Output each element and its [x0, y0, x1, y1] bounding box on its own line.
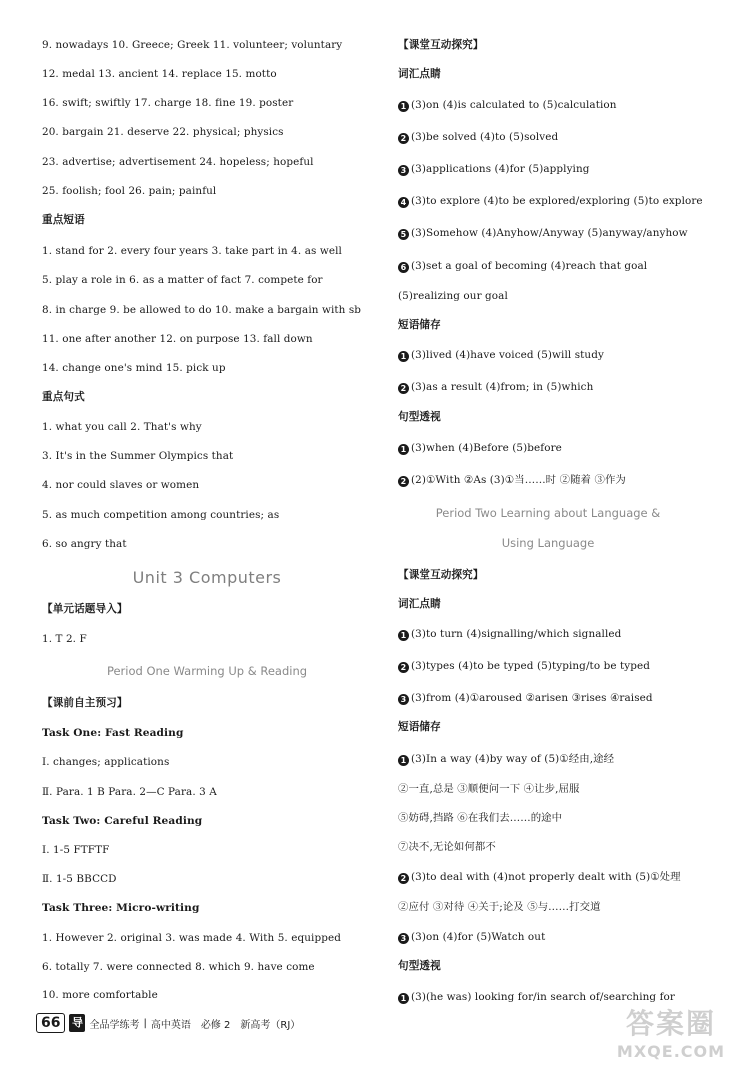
line-text: 词汇点睛 — [398, 598, 441, 610]
answer-line — [42, 96, 293, 110]
line-text: ②应付 ③对待 ④关于;论及 ⑤与……打交道 — [398, 901, 601, 913]
section-heading — [42, 213, 85, 227]
section-heading — [398, 38, 484, 52]
answer-line — [398, 811, 562, 825]
answer-line — [398, 990, 675, 1004]
line-text: 11. one after another 12. on purpose 13. fall down — [42, 333, 313, 345]
answer-line — [398, 348, 604, 362]
line-text: 【课堂互动探究】 — [398, 569, 484, 581]
answer-line — [42, 125, 284, 139]
line-text: (3)(he was) looking for/in search of/searching for — [411, 991, 675, 1003]
section-heading — [398, 959, 441, 973]
line-text: (3)on (4)is calculated to (5)calculation — [411, 99, 617, 111]
volume-name: 必修 2 — [200, 1019, 231, 1031]
answer-line — [398, 162, 590, 176]
answer-line — [42, 872, 117, 886]
line-text: 4. nor could slaves or women — [42, 479, 200, 491]
line-text: 12. medal 13. ancient 14. replace 15. motto — [42, 68, 277, 80]
line-text: (3)when (4)Before (5)before — [411, 442, 562, 454]
section-heading — [398, 318, 441, 332]
line-text: 1. stand for 2. every four years 3. take part in 4. as well — [42, 245, 342, 257]
line-text: Ⅰ. changes; applications — [42, 756, 170, 768]
answer-line — [42, 632, 87, 646]
answer-line — [398, 782, 579, 796]
period-two-title-line1: Period Two Learning about Language & — [435, 506, 661, 520]
answer-line — [42, 960, 315, 974]
section-heading — [42, 602, 128, 616]
answer-line — [398, 659, 650, 673]
line-text: 25. foolish; fool 26. pain; painful — [42, 185, 217, 197]
section-heading — [42, 390, 85, 404]
footer-divider: | — [143, 1017, 147, 1029]
line-text: Ⅰ. 1-5 FTFTF — [42, 844, 110, 856]
line-text: 10. more comfortable — [42, 989, 158, 1001]
line-text: Ⅱ. 1-5 BBCCD — [42, 873, 117, 885]
page-number: 66 — [36, 1013, 65, 1033]
line-text: 20. bargain 21. deserve 22. physical; physics — [42, 126, 284, 138]
answer-line — [398, 900, 601, 914]
answer-line — [42, 537, 127, 551]
line-text: 短语储存 — [398, 721, 441, 733]
guide-icon: 导 — [69, 1014, 85, 1032]
line-text: (3)to turn (4)signalling/which signalled — [411, 628, 622, 640]
answer-line — [42, 988, 158, 1002]
line-text: 1. However 2. original 3. was made 4. With 5. equipped — [42, 932, 341, 944]
line-text: Task One: Fast Reading — [42, 727, 184, 739]
item-number-badge: 1 — [398, 993, 409, 1004]
item-number-badge: 2 — [398, 133, 409, 144]
answer-line — [42, 67, 277, 81]
section-heading — [42, 726, 184, 740]
line-text: 词汇点睛 — [398, 68, 441, 80]
period-two-title-line2: Using Language — [501, 536, 595, 550]
watermark-bottom: MXQE.COM — [616, 1042, 726, 1061]
line-text: 16. swift; swiftly 17. charge 18. fine 19. poster — [42, 97, 294, 109]
item-number-badge: 3 — [398, 933, 409, 944]
item-number-badge: 1 — [398, 444, 409, 455]
answer-line — [42, 478, 199, 492]
item-number-badge: 3 — [398, 694, 409, 705]
section-heading — [398, 720, 441, 734]
answer-line — [42, 38, 342, 52]
item-number-badge: 5 — [398, 229, 409, 240]
item-number-badge: 6 — [398, 262, 409, 273]
line-text: (3)from (4)①aroused ②arisen ③rises ④raised — [411, 692, 653, 704]
answer-line — [42, 273, 323, 287]
period-one-title: Period One Warming Up & Reading — [106, 664, 308, 678]
line-text: 短语储存 — [398, 319, 441, 331]
line-text: 【单元话题导入】 — [42, 603, 128, 615]
answer-line — [42, 184, 216, 198]
answer-line — [398, 627, 621, 641]
item-number-badge: 2 — [398, 476, 409, 487]
item-number-badge: 2 — [398, 383, 409, 394]
line-text: (3)lived (4)have voiced (5)will study — [411, 349, 604, 361]
line-text: (2)①With ②As (3)①当……时 ②随着 ③作为 — [411, 474, 626, 486]
section-heading — [42, 901, 199, 915]
section-heading — [42, 696, 128, 710]
item-number-badge: 1 — [398, 351, 409, 362]
answer-line — [398, 752, 614, 766]
answer-line — [42, 332, 313, 346]
line-text: 3. It's in the Summer Olympics that — [42, 450, 234, 462]
line-text: (3)Somehow (4)Anyhow/Anyway (5)anyway/anyhow — [411, 227, 688, 239]
watermark-top: 答案圈 — [625, 1007, 716, 1040]
answer-line — [42, 755, 169, 769]
line-text: 5. play a role in 6. as a matter of fact 7. compete for — [42, 274, 323, 286]
line-text: Task Three: Micro-writing — [42, 902, 200, 914]
book-name: 全品学练考 — [89, 1019, 140, 1031]
answer-line — [42, 785, 217, 799]
line-text: (3)as a result (4)from; in (5)which — [411, 381, 594, 393]
line-text: (3)applications (4)for (5)applying — [411, 163, 590, 175]
watermark-logo — [596, 1006, 746, 1070]
line-text: 重点句式 — [42, 391, 85, 403]
line-text: 9. nowadays 10. Greece; Greek 11. volunteer; voluntary — [42, 39, 343, 51]
line-text: 6. so angry that — [42, 538, 127, 550]
item-number-badge: 2 — [398, 662, 409, 673]
line-text: 23. advertise; advertisement 24. hopeless; hopeful — [42, 156, 314, 168]
line-text: 1. what you call 2. That's why — [42, 421, 202, 433]
item-number-badge: 2 — [398, 873, 409, 884]
item-number-badge: 1 — [398, 101, 409, 112]
item-number-badge: 1 — [398, 755, 409, 766]
answer-line — [398, 226, 688, 240]
answer-line — [42, 420, 202, 434]
answer-line — [42, 843, 109, 857]
answer-line — [42, 931, 341, 945]
answer-line — [398, 194, 703, 208]
answer-line — [398, 870, 681, 884]
answer-line — [42, 508, 279, 522]
line-text: (3)set a goal of becoming (4)reach that goal — [411, 260, 648, 272]
item-number-badge: 4 — [398, 197, 409, 208]
answer-line — [42, 155, 314, 169]
page-footer — [36, 1012, 300, 1034]
section-heading — [398, 67, 441, 81]
line-text: ⑤妨碍,挡路 ⑥在我们去……的途中 — [398, 812, 563, 824]
answer-line — [398, 840, 496, 854]
section-heading — [42, 814, 202, 828]
line-text: (5)realizing our goal — [398, 290, 508, 302]
line-text: (3)on (4)for (5)Watch out — [411, 931, 546, 943]
line-text: Task Two: Careful Reading — [42, 815, 203, 827]
line-text: 句型透视 — [398, 411, 441, 423]
line-text: 14. change one's mind 15. pick up — [42, 362, 226, 374]
section-heading — [398, 410, 441, 424]
edition-name: 新高考（RJ） — [240, 1019, 301, 1031]
line-text: 句型透视 — [398, 960, 441, 972]
item-number-badge: 1 — [398, 630, 409, 641]
line-text: Ⅱ. Para. 1 B Para. 2—C Para. 3 A — [42, 786, 217, 798]
line-text: (3)types (4)to be typed (5)typing/to be typed — [411, 660, 650, 672]
unit-title: Unit 3 Computers — [132, 568, 282, 587]
line-text: (3)to deal with (4)not properly dealt with (5)①处理 — [411, 871, 681, 883]
line-text: (3)to explore (4)to be explored/exploring (5)to explore — [411, 195, 703, 207]
line-text: 【课前自主预习】 — [42, 697, 128, 709]
line-text: ②一直,总是 ③顺便问一下 ④让步,屈服 — [398, 783, 580, 795]
line-text: 5. as much competition among countries; as — [42, 509, 280, 521]
answer-line — [398, 130, 558, 144]
answer-line — [398, 380, 593, 394]
line-text: 【课堂互动探究】 — [398, 39, 484, 51]
answer-line — [398, 441, 562, 455]
answer-line — [398, 930, 545, 944]
answer-line — [42, 244, 342, 258]
line-text: 8. in charge 9. be allowed to do 10. make a bargain with sb — [42, 304, 362, 316]
line-text: 重点短语 — [42, 214, 85, 226]
line-text: (3)In a way (4)by way of (5)①经由,途经 — [411, 753, 615, 765]
subject-name: 高中英语 — [150, 1019, 191, 1031]
line-text: (3)be solved (4)to (5)solved — [411, 131, 559, 143]
line-text: 6. totally 7. were connected 8. which 9. have come — [42, 961, 315, 973]
answer-line — [398, 289, 508, 303]
answer-line — [42, 303, 361, 317]
section-heading — [398, 568, 484, 582]
answer-line — [42, 449, 233, 463]
section-heading — [398, 597, 441, 611]
line-text: 1. T 2. F — [42, 633, 87, 645]
answer-line — [42, 361, 226, 375]
answer-line — [398, 691, 653, 705]
answer-line — [398, 98, 617, 112]
line-text: ⑦决不,无论如何都不 — [398, 841, 496, 853]
answer-line — [398, 473, 626, 487]
answer-line — [398, 259, 647, 273]
item-number-badge: 3 — [398, 165, 409, 176]
